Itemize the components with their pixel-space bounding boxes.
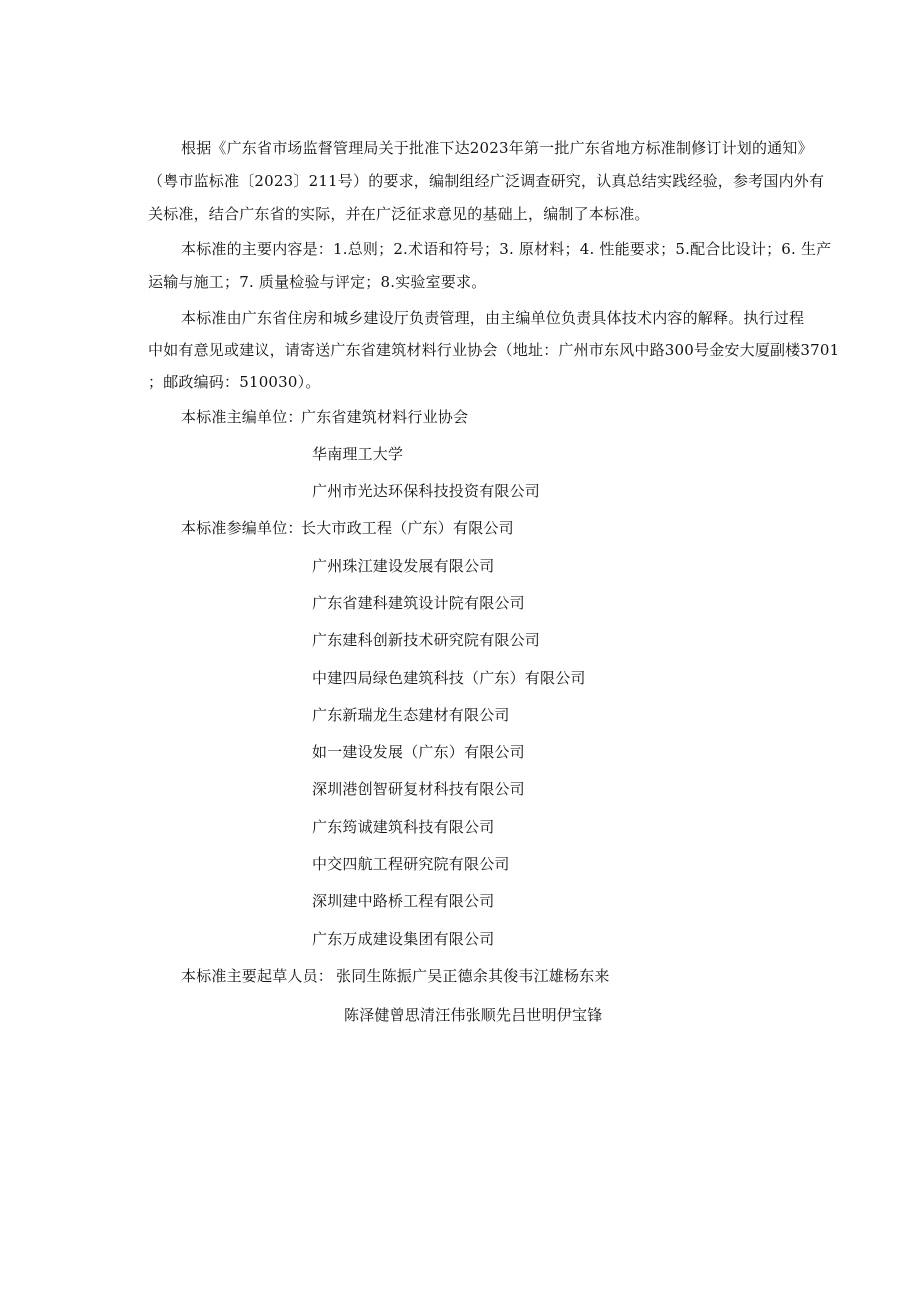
participating-editor-unit: 如一建设发展（广东）有限公司 — [312, 743, 525, 761]
drafters-label: 本标准主要起草人员： — [181, 967, 334, 985]
preface-para3-line2: 中如有意见或建议，请寄送广东省建筑材料行业协会（地址：广州市东风中路300号金安大厦副楼3701 — [148, 341, 840, 359]
participating-editor-label: 本标准参编单位： — [181, 519, 303, 537]
participating-editor-unit: 长大市政工程（广东）有限公司 — [301, 519, 514, 537]
participating-editor-unit: 广东新瑞龙生态建材有限公司 — [312, 706, 510, 724]
preface-para2-line1: 本标准的主要内容是：1.总则；2.术语和符号；3. 原材料；4. 性能要求；5.配合比设计；6. 生产 — [181, 240, 832, 258]
chief-editor-unit: 华南理工大学 — [312, 445, 404, 463]
preface-para1-line2: （粤市监标准〔2023〕211号）的要求，编制组经广泛调查研究，认真总结实践经验，参考国内外有 — [148, 172, 825, 190]
preface-para1-line1: 根据《广东省市场监督管理局关于批准下达2023年第一批广东省地方标准制修订计划的通知》 — [181, 139, 813, 157]
chief-editor-label: 本标准主编单位： — [181, 408, 303, 426]
participating-editor-unit: 中交四航工程研究院有限公司 — [312, 855, 510, 873]
drafters-names-line1: 张同生陈振广吴正德余其俊韦江雄杨东来 — [336, 967, 610, 985]
participating-editor-unit: 深圳建中路桥工程有限公司 — [312, 892, 495, 910]
participating-editor-unit: 广东建科创新技术研究院有限公司 — [312, 631, 541, 649]
participating-editor-unit: 深圳港创智研复材科技有限公司 — [312, 780, 525, 798]
participating-editor-unit: 广东省建科建筑设计院有限公司 — [312, 594, 525, 612]
participating-editor-unit: 广东筠诚建筑科技有限公司 — [312, 818, 495, 836]
participating-editor-unit: 中建四局绿色建筑科技（广东）有限公司 — [312, 669, 586, 687]
drafters-names-line2: 陈泽健曾思清汪伟张顺先吕世明伊宝锋 — [344, 1006, 603, 1024]
preface-para3-line3: ；邮政编码：510030）。 — [148, 373, 321, 391]
chief-editor-unit: 广东省建筑材料行业协会 — [301, 408, 469, 426]
preface-para2-line2: 运输与施工；7. 质量检验与评定；8.实验室要求。 — [148, 273, 487, 291]
participating-editor-unit: 广州珠江建设发展有限公司 — [312, 557, 495, 575]
chief-editor-unit: 广州市光达环保科技投资有限公司 — [312, 482, 541, 500]
participating-editor-unit: 广东万成建设集团有限公司 — [312, 930, 495, 948]
preface-para1-line3: 关标准，结合广东省的实际，并在广泛征求意见的基础上，编制了本标准。 — [148, 205, 650, 223]
preface-para3-line1: 本标准由广东省住房和城乡建设厅负责管理，由主编单位负责具体技术内容的解释。执行过程 — [181, 309, 805, 327]
